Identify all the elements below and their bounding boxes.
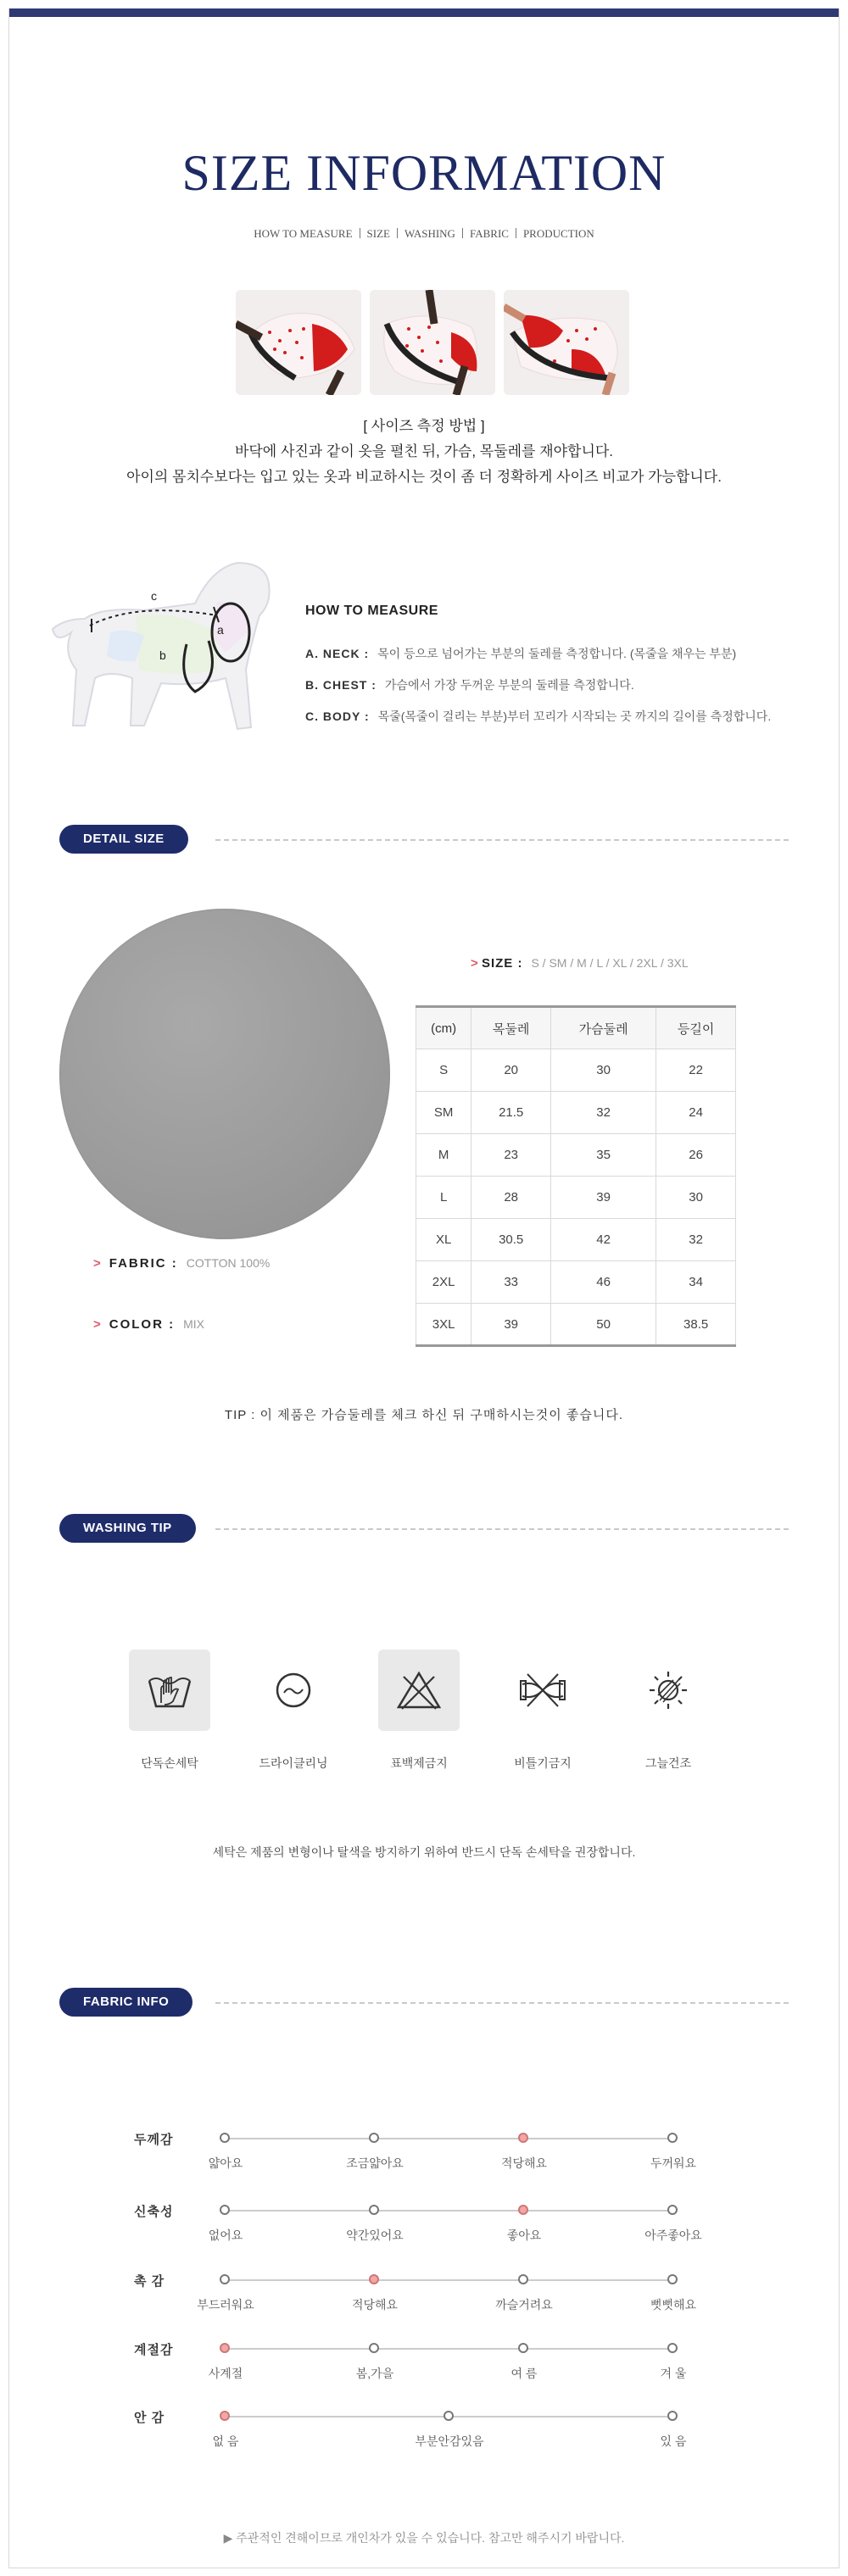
fabric-scale-option: 여 름: [510, 2367, 538, 2380]
table-cell: 33: [471, 1261, 551, 1304]
dog-label-a: a: [217, 623, 224, 637]
fabric-scale-option: 적당해요: [500, 2156, 548, 2170]
fabric-scale-dot-selected: [518, 2205, 528, 2215]
fabric-scale-track: [226, 2348, 673, 2350]
fabric-scale-label: 신축성: [134, 2205, 174, 2219]
table-cell: L: [416, 1177, 471, 1219]
washing-label-hand-wash: 단독손세탁: [141, 1756, 198, 1770]
table-row: [416, 1092, 736, 1134]
dog-label-c: c: [151, 589, 157, 603]
table-cell: XL: [416, 1219, 471, 1261]
fabric-scale-dot: [518, 2343, 528, 2353]
nav-how-to-measure[interactable]: HOW TO MEASURE: [254, 227, 353, 240]
table-row: [416, 1304, 736, 1346]
how-to-measure-title: HOW TO MEASURE: [305, 604, 438, 618]
table-cell: 28: [471, 1177, 551, 1219]
washing-tip-badge: WASHING TIP: [59, 1514, 196, 1543]
no-bleach-icon: [378, 1650, 460, 1731]
table-cell: 50: [551, 1304, 656, 1346]
size-list: > SIZE : S / SM / M / L / XL / 2XL / 3XL: [471, 956, 689, 971]
color-info: > COLOR : MIX: [93, 1317, 204, 1332]
fabric-swatch: [59, 909, 390, 1239]
measure-method-line-2: 아이의 몸치수보다는 입고 있는 옷과 비교하시는 것이 좀 더 정확하게 사이즈 비교가 가능합니다.: [126, 469, 722, 485]
table-cell: 39: [551, 1177, 656, 1219]
fabric-scale-dot: [369, 2133, 379, 2143]
dog-measure-illustration: [51, 551, 288, 746]
measure-item-neck: A. NECK : 목이 등으로 넘어가는 부분의 둘레를 측정합니다. (목줄을 채우는 부분): [305, 647, 737, 660]
size-table-header: [416, 1007, 736, 1049]
table-cell: 32: [551, 1092, 656, 1134]
table-cell: 30: [656, 1177, 736, 1219]
fabric-scale-dot: [518, 2274, 528, 2284]
table-row: [416, 1177, 736, 1219]
fabric-scale-dot: [667, 2343, 678, 2353]
fabric-scale-option: 뻣뻣해요: [650, 2298, 697, 2312]
fabric-scale-dot-selected: [220, 2343, 230, 2353]
fabric-scale-dot: [369, 2343, 379, 2353]
fabric-scale-option: 좋아요: [506, 2228, 542, 2242]
fabric-scale-label: 촉 감: [134, 2274, 165, 2289]
table-cell: 34: [656, 1261, 736, 1304]
nav-size[interactable]: SIZE: [366, 227, 390, 240]
table-cell: 38.5: [656, 1304, 736, 1346]
section-nav: [0, 227, 848, 241]
table-cell: 20: [471, 1049, 551, 1092]
fabric-scale-dot: [667, 2411, 678, 2421]
fabric-scale-option: 부분안감있음: [415, 2434, 484, 2448]
fabric-scale-dot: [369, 2205, 379, 2215]
table-cell: 21.5: [471, 1092, 551, 1134]
washing-label-no-wring: 비틀기금지: [514, 1756, 572, 1770]
washing-label-dry-clean: 드라이클리닝: [259, 1756, 328, 1770]
washing-tip-divider: [215, 1528, 789, 1530]
shade-dry-icon: [628, 1650, 709, 1731]
table-cell: M: [416, 1134, 471, 1177]
fabric-scale-dot: [667, 2274, 678, 2284]
fabric-scale-dot-selected: [369, 2274, 379, 2284]
fabric-scale-option: 사계절: [208, 2367, 243, 2380]
measure-method-title: [ 사이즈 측정 방법 ]: [363, 418, 485, 434]
fabric-scale-option: 얇아요: [208, 2156, 243, 2170]
fabric-scale-option: 두꺼워요: [650, 2156, 697, 2170]
fabric-info-badge: FABRIC INFO: [59, 1988, 192, 2017]
fabric-scale-option: 까슬거려요: [495, 2298, 553, 2312]
fabric-scale-option: 없어요: [208, 2228, 243, 2242]
detail-size-divider: [215, 839, 789, 841]
fabric-scale-dot: [220, 2133, 230, 2143]
size-table-header-cell: 목둘레: [471, 1007, 551, 1049]
no-wring-icon: [502, 1650, 583, 1731]
table-cell: 26: [656, 1134, 736, 1177]
table-cell: 22: [656, 1049, 736, 1092]
table-cell: 2XL: [416, 1261, 471, 1304]
washing-note: 세탁은 제품의 변형이나 탈색을 방지하기 위하여 반드시 단독 손세탁을 권장합니다.: [212, 1845, 636, 1859]
fabric-scale-option: 약간있어요: [346, 2228, 404, 2242]
page-title: SIZE INFORMATION: [181, 145, 667, 201]
table-row: [416, 1049, 736, 1092]
fabric-scale-option: 조금얇아요: [346, 2156, 404, 2170]
washing-label-no-bleach: 표백제금지: [390, 1756, 448, 1770]
measure-item-chest: B. CHEST : 가슴에서 가장 두꺼운 부분의 둘레를 측정합니다.: [305, 678, 634, 692]
table-cell: 42: [551, 1219, 656, 1261]
fabric-scale-dot: [220, 2274, 230, 2284]
fabric-scale-track: [226, 2138, 673, 2139]
table-cell: 23: [471, 1134, 551, 1177]
dry-clean-icon: [253, 1650, 334, 1731]
table-cell: 35: [551, 1134, 656, 1177]
dog-label-b: b: [159, 648, 166, 662]
table-row: [416, 1261, 736, 1304]
size-table: [416, 1005, 736, 1347]
fabric-scale-dot: [444, 2411, 454, 2421]
table-row: [416, 1134, 736, 1177]
measure-photo-3: [504, 290, 629, 395]
table-row: [416, 1219, 736, 1261]
fabric-scale-dot: [667, 2205, 678, 2215]
washing-label-shade-dry: 그늘건조: [644, 1756, 692, 1770]
table-cell: 30: [551, 1049, 656, 1092]
size-tip: TIP : 이 제품은 가슴둘레를 체크 하신 뒤 구매하시는것이 좋습니다.: [224, 1408, 624, 1422]
detail-size-badge: DETAIL SIZE: [59, 825, 188, 854]
table-cell: 32: [656, 1219, 736, 1261]
measure-photo-1: [236, 290, 361, 395]
fabric-composition: > FABRIC : COTTON 100%: [93, 1256, 271, 1271]
table-cell: 46: [551, 1261, 656, 1304]
fabric-scale-option: 없 음: [212, 2434, 239, 2448]
fabric-info-divider: [215, 2002, 789, 2004]
table-cell: SM: [416, 1092, 471, 1134]
measure-item-body: C. BODY : 목줄(목줄이 걸리는 부분)부터 꼬리가 시작되는 곳 까지의 길이를 측정합니다.: [305, 709, 772, 723]
size-table-header-cell: 가슴둘레: [551, 1007, 656, 1049]
table-cell: S: [416, 1049, 471, 1092]
fabric-scale-option: 적당해요: [351, 2298, 399, 2312]
fabric-scale-label: 두께감: [134, 2133, 174, 2147]
fabric-scale-option: 아주좋아요: [644, 2228, 702, 2242]
fabric-scale-option: 봄,가을: [355, 2367, 394, 2380]
fabric-scale-dot-selected: [220, 2411, 230, 2421]
fabric-scale-track: [226, 2210, 673, 2212]
measure-method-line-1: 바닥에 사진과 같이 옷을 펼친 뒤, 가슴, 목둘레를 재야합니다.: [234, 443, 614, 459]
measure-photo-2: [370, 290, 495, 395]
table-cell: 30.5: [471, 1219, 551, 1261]
hand-wash-icon: [129, 1650, 210, 1731]
size-table-header-cell: 등길이: [656, 1007, 736, 1049]
fabric-scale-option: 겨 울: [660, 2367, 687, 2380]
table-cell: 24: [656, 1092, 736, 1134]
nav-production[interactable]: PRODUCTION: [522, 227, 594, 240]
table-cell: 3XL: [416, 1304, 471, 1346]
fabric-scale-dot: [220, 2205, 230, 2215]
fabric-scale-option: 부드러워요: [197, 2298, 254, 2312]
table-cell: 39: [471, 1304, 551, 1346]
fabric-scale-label: 안 감: [134, 2411, 165, 2425]
size-table-header-cell: (cm): [416, 1007, 471, 1049]
fabric-scale-dot-selected: [518, 2133, 528, 2143]
nav-washing[interactable]: WASHING: [404, 227, 455, 240]
fabric-scale-label: 계절감: [134, 2343, 174, 2357]
fabric-footnote: ▶ 주관적인 견해이므로 개인차가 있을 수 있습니다. 참고만 해주시기 바랍니다.: [223, 2531, 625, 2545]
fabric-scale-dot: [667, 2133, 678, 2143]
nav-fabric[interactable]: FABRIC: [469, 227, 509, 240]
fabric-scale-option: 있 음: [660, 2434, 687, 2448]
fabric-scale-track: [226, 2279, 673, 2281]
